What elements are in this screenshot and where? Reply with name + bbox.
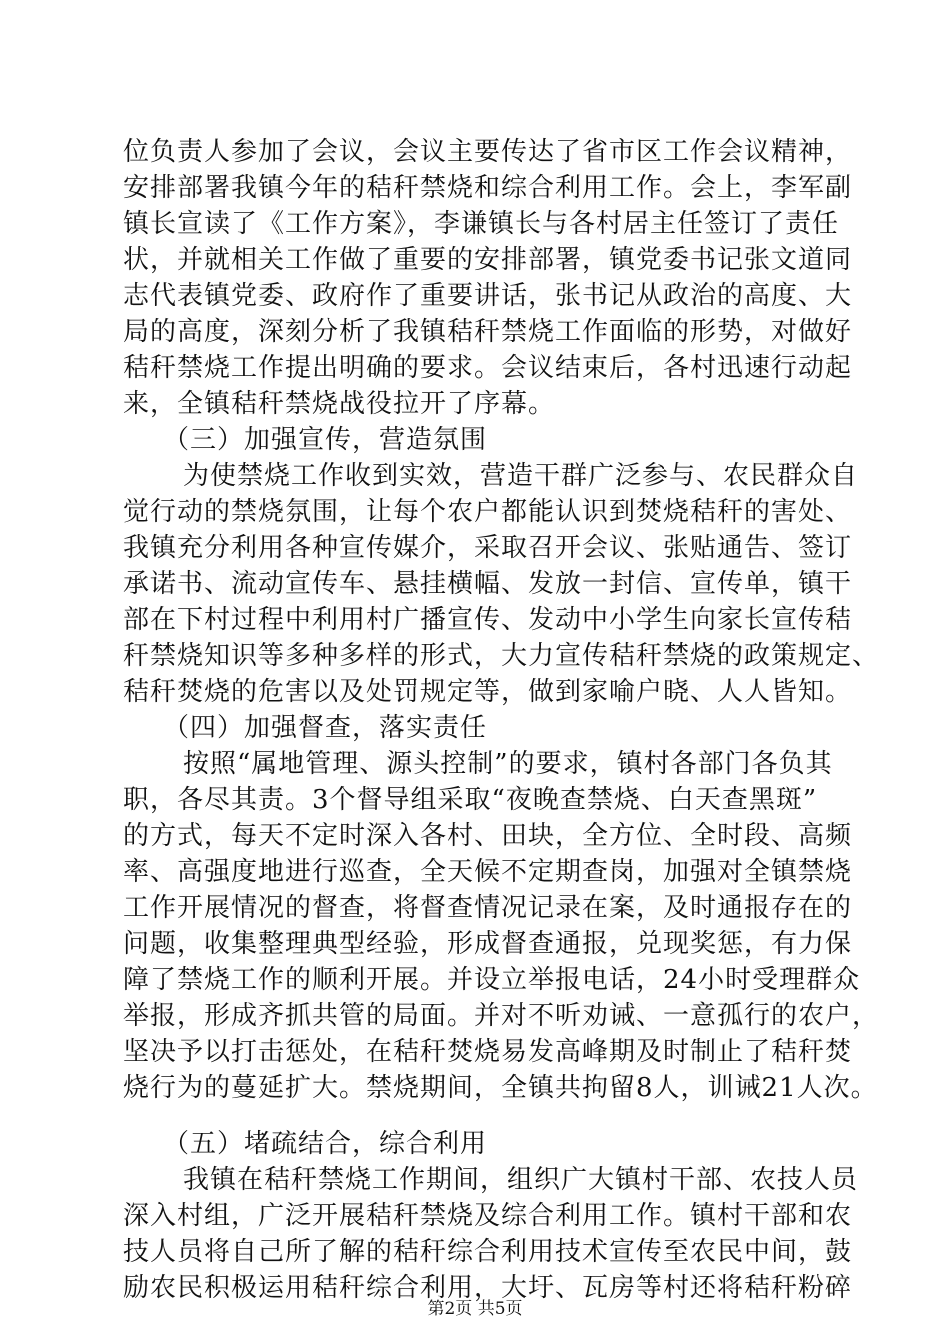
page-footer: 第2页 共5页 — [427, 1299, 523, 1319]
text-line: 镇长宣读了《工作方案》，李谦镇长与各村居主任签订了责任 — [123, 209, 840, 239]
text-line: 问题，收集整理典型经验，形成督查通报，兑现奖惩，有力保 — [123, 929, 853, 959]
text-line: 深入村组，广泛开展秸秆禁烧及综合利用工作。镇村干部和农 — [123, 1201, 853, 1231]
text-line: 秆禁烧知识等多种多样的形式，大力宣传秸秆禁烧的政策规定、 — [123, 641, 880, 671]
text-line: 秸秆焚烧的危害以及处罚规定等，做到家喻户晓、人人皆知。 — [123, 677, 853, 707]
text-line: 职，各尽其责。3个督导组采取“夜晚查禁烧、白天查黑斑” — [123, 785, 818, 815]
text-line: 工作开展情况的督查，将督查情况记录在案，及时通报存在的 — [123, 893, 853, 923]
text-line: 烧行为的蔓延扩大。禁烧期间，全镇共拘留8人，训诫21人次。 — [123, 1073, 878, 1103]
text-line: 部在下村过程中利用村广播宣传、发动中小学生向家长宣传秸 — [123, 605, 853, 635]
text-line: 我镇充分利用各种宣传媒介，采取召开会议、张贴通告、签订 — [123, 533, 853, 563]
text-line: （三）加强宣传，营造氛围 — [163, 425, 488, 455]
text-line: 局的高度，深刻分析了我镇秸秆禁烧工作面临的形势，对做好 — [123, 317, 853, 347]
text-line: 率、高强度地进行巡查，全天候不定期查岗，加强对全镇禁烧 — [123, 857, 853, 887]
text-line: （四）加强督查，落实责任 — [163, 713, 488, 743]
text-line: 障了禁烧工作的顺利开展。并设立举报电话，24小时受理群众 — [123, 965, 861, 995]
text-line: 我镇在秸秆禁烧工作期间，组织广大镇村干部、农技人员 — [183, 1165, 859, 1195]
text-line: 承诺书、流动宣传车、悬挂横幅、发放一封信、宣传单，镇干 — [123, 569, 853, 599]
text-line: 按照“属地管理、源头控制”的要求，镇村各部门各负其 — [183, 749, 833, 779]
text-line: 来，全镇秸秆禁烧战役拉开了序幕。 — [123, 389, 556, 419]
text-line: 为使禁烧工作收到实效，营造干群广泛参与、农民群众自 — [183, 461, 859, 491]
text-line: 励农民积极运用秸秆综合利用，大圩、瓦房等村还将秸秆粉碎 — [123, 1273, 853, 1303]
text-line: 的方式，每天不定时深入各村、田块，全方位、全时段、高频 — [123, 821, 853, 851]
text-line: 举报，形成齐抓共管的局面。并对不听劝诫、一意孤行的农户， — [123, 1001, 880, 1031]
text-line: 觉行动的禁烧氛围，让每个农户都能认识到焚烧秸秆的害处、 — [123, 497, 853, 527]
text-line: 志代表镇党委、政府作了重要讲话，张书记从政治的高度、大 — [123, 281, 853, 311]
text-line: 秸秆禁烧工作提出明确的要求。会议结束后，各村迅速行动起 — [123, 353, 853, 383]
text-line: 状，并就相关工作做了重要的安排部署，镇党委书记张文道同 — [123, 245, 853, 275]
text-line: 位负责人参加了会议，会议主要传达了省市区工作会议精神， — [123, 137, 853, 167]
text-line: 安排部署我镇今年的秸秆禁烧和综合利用工作。会上，李军副 — [123, 173, 853, 203]
text-line: 技人员将自己所了解的秸秆综合利用技术宣传至农民中间，鼓 — [123, 1237, 853, 1267]
text-line: （五）堵疏结合，综合利用 — [163, 1129, 488, 1159]
text-line: 坚决予以打击惩处，在秸秆焚烧易发高峰期及时制止了秸秆焚 — [123, 1037, 853, 1067]
